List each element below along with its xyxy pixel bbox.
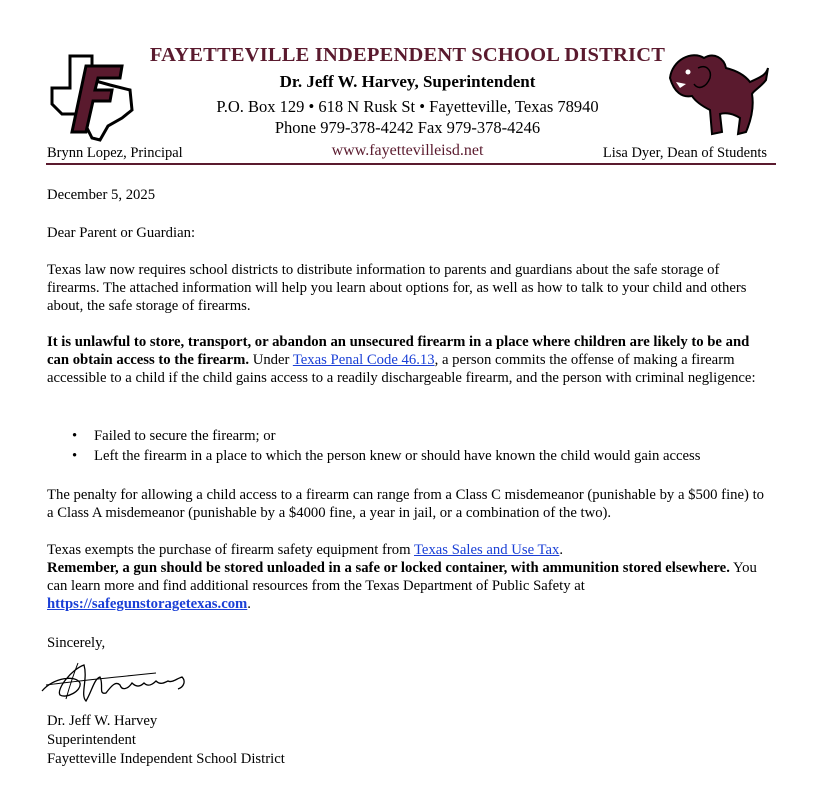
signer-organization: Fayetteville Independent School District — [47, 751, 285, 767]
list-item — [72, 426, 700, 446]
law-bold-statement: It is unlawful to store, transport, or abandon an unsecured firearm in a place where children are likely to be and can obtain access to the firearm. — [47, 334, 750, 368]
list-item-text: Left the firearm in a place to which the person knew or should have known the child would gain access — [94, 448, 701, 464]
district-name: FAYETTEVILLE INDEPENDENT SCHOOL DISTRICT — [149, 44, 666, 66]
signer-name: Dr. Jeff W. Harvey — [47, 713, 158, 729]
negligence-list — [72, 426, 700, 466]
storage-bold-statement: Remember, a gun should be stored unloaded in a safe or locked container, with ammunition stored elsewhere. — [47, 560, 730, 576]
resources-end: . — [247, 596, 251, 612]
tax-link-end: . — [559, 542, 563, 558]
law-rest-text: , a person commits the offense of making a firearm accessible to a child if the child gains access to a readily dischargeable firearm, and the person with criminal negligence: — [47, 352, 756, 386]
district-address: P.O. Box 129 • 618 N Rusk St • Fayetteville, Texas 78940 — [216, 97, 599, 116]
closing: Sincerely, — [47, 635, 106, 651]
list-item — [72, 446, 700, 466]
sales-tax-link[interactable]: Texas Sales and Use Tax — [413, 542, 560, 558]
district-phone: Phone 979-378-4242 Fax 979-378-4246 — [274, 118, 541, 137]
bullet-icon: • — [72, 428, 78, 444]
paragraph-intro-text: Texas law now requires school districts to distribute information to parents and guardians about the safe storage of firearms. The attached information will help you learn about options for, as well as how to talk to your child and others about, the safe storage of firearms. — [47, 262, 747, 314]
law-pre-link: Under — [249, 352, 293, 368]
paragraph-intro — [47, 261, 772, 315]
tax-pre-link: Texas exempts the purchase of firearm safety equipment from — [47, 542, 414, 558]
superintendent-line: Dr. Jeff W. Harvey, Superintendent — [279, 72, 536, 91]
safe-storage-url-link[interactable]: https://safegunstoragetexas.com — [47, 596, 248, 612]
signature-icon — [36, 655, 196, 710]
penal-code-link[interactable]: Texas Penal Code 46.13 — [292, 352, 435, 368]
paragraph-law — [47, 333, 772, 387]
paragraph-resources — [47, 541, 772, 613]
dean-name: Lisa Dyer, Dean of Students — [602, 145, 767, 161]
paragraph-penalty — [47, 486, 772, 522]
resources-rest-text: You can learn more and find additional resources from the Texas Department of Public Safety at — [47, 560, 757, 594]
district-website: www.fayettevilleisd.net — [331, 142, 484, 159]
letterhead-divider — [46, 163, 776, 165]
letter-date: December 5, 2025 — [47, 187, 156, 203]
list-item-text: Failed to secure the firearm; or — [94, 428, 276, 444]
paragraph-penalty-text: The penalty for allowing a child access to a firearm can range from a Class C misdemeanor (punishable by a $500 fine) to a Class A misdemeanor (punishable by a $4000 fine, a year in jail, or a combination of the two). — [47, 487, 764, 521]
bullet-icon: • — [72, 448, 78, 464]
principal-name: Brynn Lopez, Principal — [47, 145, 183, 161]
signer-title: Superintendent — [47, 732, 136, 748]
salutation: Dear Parent or Guardian: — [47, 225, 196, 241]
